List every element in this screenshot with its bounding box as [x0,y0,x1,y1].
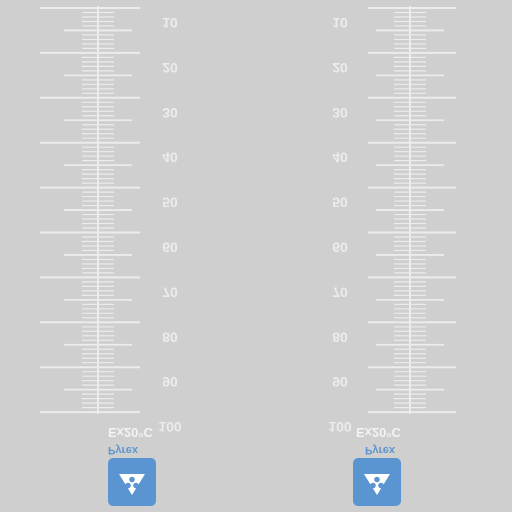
temperature-mark-right: Ex20°C [356,425,401,440]
tick-label: 50 [332,194,348,211]
pyrex-logo-glyph [108,458,156,506]
tick-label: 100 [328,419,352,436]
temperature-mark-left: Ex20°C [108,425,153,440]
pyrex-logo-icon [108,458,156,506]
tick-label: 90 [162,374,178,391]
brand-name-left: Pyrex [108,444,138,456]
tick-label: 50 [162,194,178,211]
pyrex-logo-glyph [353,458,401,506]
tick-label: 60 [332,239,348,256]
tick-label: 70 [332,284,348,301]
tick-label: 10 [332,15,348,31]
tick-label: 40 [162,149,178,166]
tick-label: 100 [158,419,182,436]
tick-label: 30 [332,104,348,121]
tick-label: 40 [332,149,348,166]
tick-label: 20 [332,59,348,76]
graduated-scale-right [320,0,512,512]
tick-label: 60 [162,239,178,256]
pyrex-logo-icon [353,458,401,506]
tick-label: 90 [332,374,348,391]
tick-label: 70 [162,284,178,301]
brand-name-right: Pyrex [365,444,395,456]
tick-label: 20 [162,59,178,76]
tick-label: 30 [162,104,178,121]
graduated-scale-left [40,0,240,512]
tick-label: 80 [332,329,348,346]
tick-label: 80 [162,329,178,346]
tick-label: 10 [162,15,178,31]
